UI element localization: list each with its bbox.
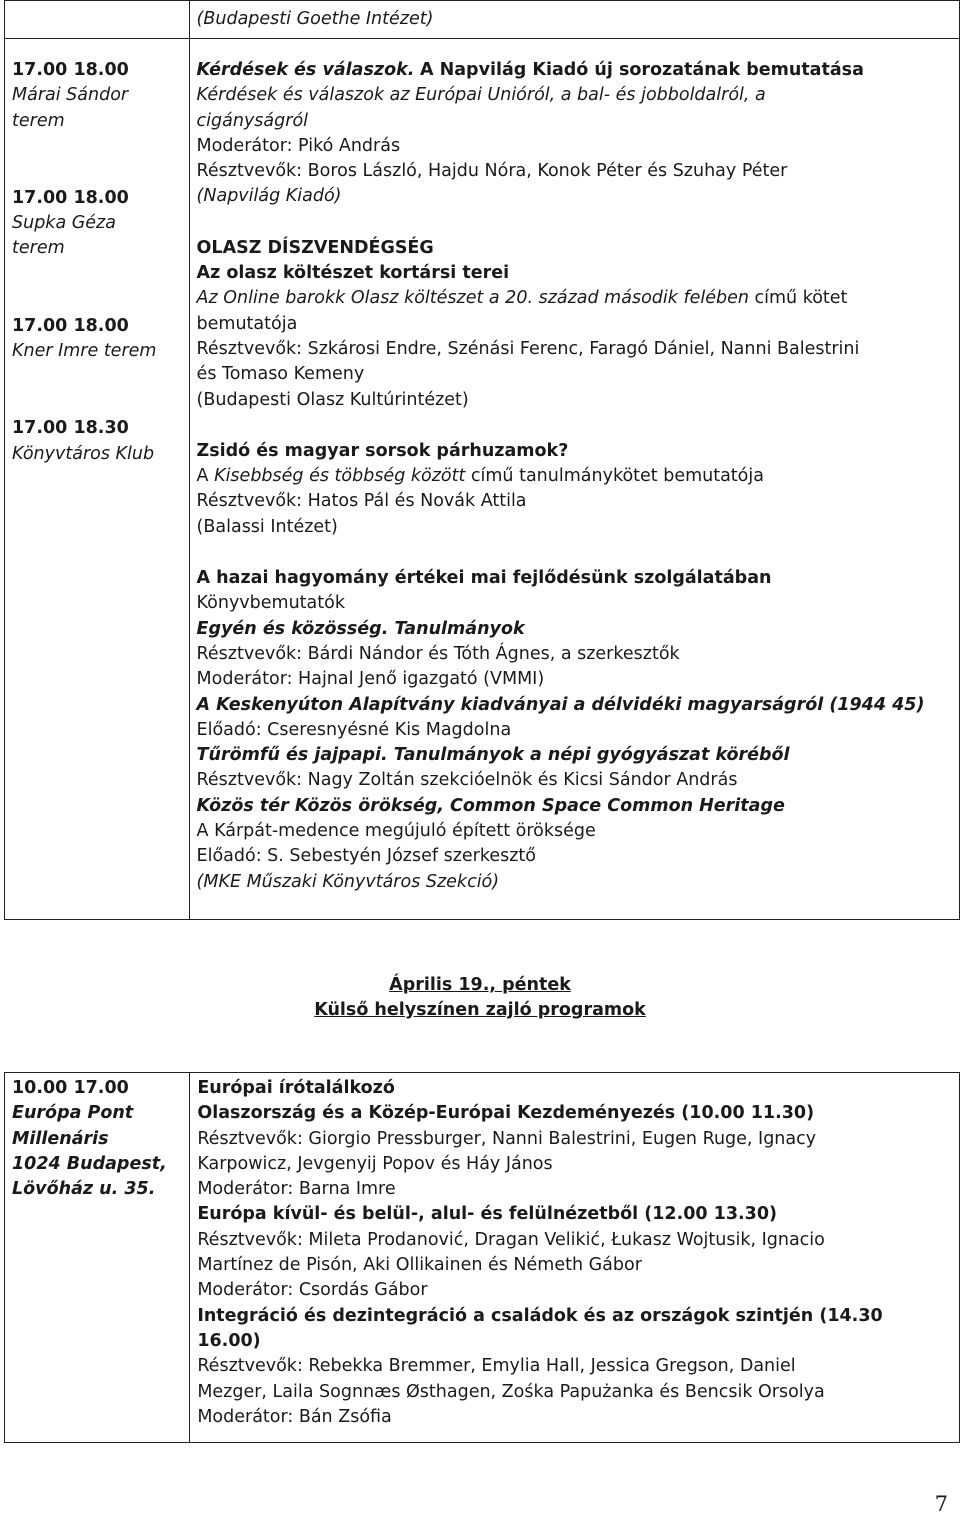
program-table-thursday bbox=[4, 0, 960, 920]
time-range: 17.00 18.30 bbox=[12, 418, 129, 439]
session-heading: OLASZ DÍSZVENDÉGSÉG bbox=[196, 237, 434, 258]
session-writers-meeting bbox=[197, 1073, 959, 1430]
panel-title: Integráció és dezintegráció a családok és az országok szintjén (14.30 bbox=[197, 1305, 883, 1326]
participants: Résztvevők: Giorgio Pressburger, Nanni Balestrini, Eugen Ruge, Ignacy bbox=[197, 1128, 817, 1149]
event-title: Európai írótalálkozó bbox=[197, 1078, 395, 1098]
book-title: Közös tér Közös örökség, Common Space Common Heritage bbox=[196, 795, 785, 816]
organizer: (Budapesti Olasz Kultúrintézet) bbox=[196, 389, 469, 410]
content-column bbox=[189, 39, 959, 920]
participants: Résztvevők: Szkárosi Endre, Szénási Ferenc, Faragó Dániel, Nanni Balestrini bbox=[196, 338, 860, 359]
session-title: A hazai hagyomány értékei mai fejlődésünk szolgálatában bbox=[196, 568, 772, 589]
time-slot-1 bbox=[12, 39, 189, 134]
participants: Résztvevők: Bárdi Nándor és Tóth Ágnes, a szerkesztők bbox=[196, 643, 680, 664]
session-title: Az olasz költészet kortársi terei bbox=[196, 263, 510, 284]
book-desc: című kötet bbox=[748, 288, 848, 309]
time-range: 17.00 18.00 bbox=[12, 60, 129, 80]
page-number: 7 bbox=[934, 1492, 948, 1516]
session-subtitle: Kérdések és válaszok az Európai Unióról, a bal- és jobboldalról, a bbox=[196, 85, 766, 106]
venue-line: Márai Sándor bbox=[12, 85, 129, 106]
book-desc: című tanulmánykötet bemutatója bbox=[465, 466, 764, 487]
venue-line: Kner Imre terem bbox=[12, 341, 157, 362]
presenter: Előadó: S. Sebestyén József szerkesztő bbox=[196, 846, 536, 867]
session-title: A Napvilág Kiadó új sorozatának bemutatása bbox=[419, 60, 864, 80]
organizer: (Balassi Intézet) bbox=[196, 516, 338, 537]
participants: Mezger, Laila Sognnæs Østhagen, Zośka Papużanka és Bencsik Orsolya bbox=[197, 1381, 825, 1402]
participants: Résztvevők: Boros László, Hajdu Nóra, Konok Péter és Szuhay Péter bbox=[196, 161, 788, 182]
content-cell bbox=[189, 1, 959, 39]
participants: Martínez de Pisón, Aki Ollikainen és Németh Gábor bbox=[197, 1255, 642, 1276]
moderator: Moderátor: Csordás Gábor bbox=[197, 1280, 428, 1301]
participants: Résztvevők: Mileta Prodanović, Dragan Velikić, Łukasz Wojtusik, Ignacio bbox=[197, 1229, 825, 1250]
session-2 bbox=[197, 210, 959, 413]
day-date-heading: Április 19., péntek bbox=[389, 975, 571, 995]
time-slot-4 bbox=[12, 364, 189, 467]
time-slot bbox=[12, 1073, 189, 1202]
moderator: Moderátor: Pikó András bbox=[196, 135, 401, 156]
panel-title: 16.00) bbox=[197, 1330, 261, 1351]
book-desc: A bbox=[196, 466, 215, 487]
session-4 bbox=[197, 540, 959, 895]
day-subtitle-heading: Külső helyszínen zajló programok bbox=[314, 1000, 646, 1020]
venue-line: 1024 Budapest, bbox=[12, 1153, 167, 1174]
time-cell-empty bbox=[5, 1, 190, 39]
session-intro: Kérdések és válaszok. bbox=[196, 60, 415, 80]
venue-line: Könyvtáros Klub bbox=[12, 443, 155, 464]
venue-line: Európa Pont bbox=[12, 1103, 134, 1124]
time-slot-2 bbox=[12, 134, 189, 262]
book-title: Egyén és közösség. Tanulmányok bbox=[196, 618, 525, 639]
session-3 bbox=[197, 413, 959, 540]
session-subtitle: cigányságról bbox=[196, 110, 309, 131]
participants: és Tomaso Kemeny bbox=[196, 364, 365, 385]
session-subtitle: Könyvbemutatók bbox=[196, 593, 345, 614]
time-column bbox=[5, 39, 190, 920]
venue-line: Millenáris bbox=[12, 1128, 109, 1149]
participants: Karpowicz, Jevgenyij Popov és Háy János bbox=[197, 1153, 553, 1174]
book-title: A Keskenyúton Alapítvány kiadványai a délvidéki magyarságról (1944 45) bbox=[196, 694, 925, 715]
moderator: Moderátor: Hajnal Jenő igazgató (VMMI) bbox=[196, 669, 545, 690]
venue-line: terem bbox=[12, 110, 65, 131]
participants: Résztvevők: Rebekka Bremmer, Emylia Hall, Jessica Gregson, Daniel bbox=[197, 1356, 796, 1377]
session-title: Zsidó és magyar sorsok párhuzamok? bbox=[196, 440, 569, 461]
organizer: (Napvilág Kiadó) bbox=[196, 186, 342, 207]
book-title: Az Online barokk Olasz költészet a 20. század második felében bbox=[196, 288, 749, 309]
book-desc: A Kárpát-medence megújuló épített öröksége bbox=[196, 821, 596, 842]
time-slot-3 bbox=[12, 262, 189, 365]
moderator: Moderátor: Bán Zsófia bbox=[197, 1406, 392, 1427]
presenter: Előadó: Cseresnyésné Kis Magdolna bbox=[196, 719, 512, 740]
panel-title: Európa kívül- és belül-, alul- és felülnézetből (12.00 13.30) bbox=[197, 1204, 778, 1225]
organizer: (MKE Műszaki Könyvtáros Szekció) bbox=[196, 871, 500, 892]
book-desc: bemutatója bbox=[196, 313, 298, 334]
moderator: Moderátor: Barna Imre bbox=[197, 1179, 396, 1200]
book-title: Tűrömfű és jajpapi. Tanulmányok a népi gyógyászat köréből bbox=[196, 745, 790, 766]
panel-title: Olaszország és a Közép-Európai Kezdeményezés (10.00 11.30) bbox=[197, 1103, 815, 1124]
time-range: 17.00 18.00 bbox=[12, 187, 129, 208]
session-1 bbox=[197, 39, 959, 210]
time-range: 10.00 17.00 bbox=[12, 1078, 129, 1098]
venue-line: terem bbox=[12, 238, 65, 259]
venue-organizer: (Budapesti Goethe Intézet) bbox=[196, 9, 434, 29]
book-title: Kisebbség és többség között bbox=[214, 466, 466, 487]
time-column bbox=[5, 1073, 190, 1443]
venue-line: Lövőház u. 35. bbox=[12, 1179, 156, 1200]
time-range: 17.00 18.00 bbox=[12, 315, 129, 336]
content-column bbox=[190, 1073, 960, 1443]
participants: Résztvevők: Hatos Pál és Novák Attila bbox=[196, 491, 527, 512]
program-table-friday bbox=[4, 1072, 960, 1443]
participants: Résztvevők: Nagy Zoltán szekcióelnök és Kicsi Sándor András bbox=[196, 770, 738, 791]
venue-line: Supka Géza bbox=[12, 213, 116, 234]
